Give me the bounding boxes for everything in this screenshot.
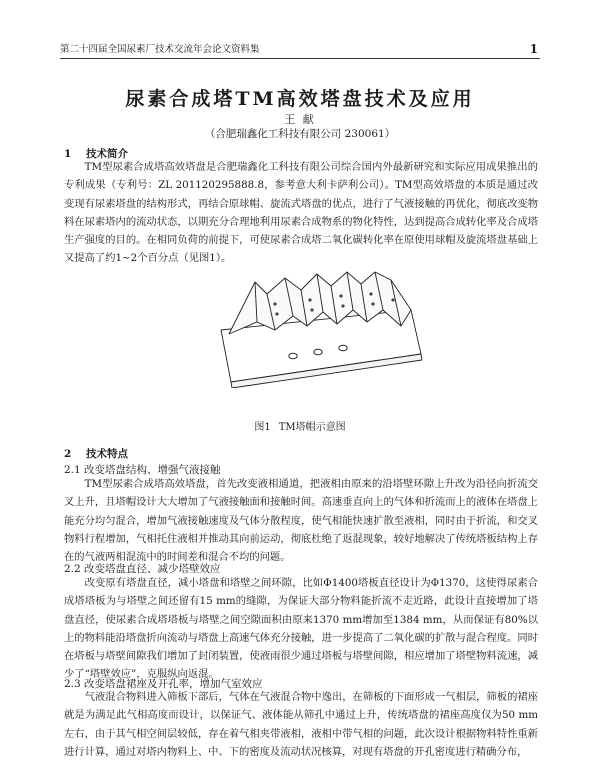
tower-cap-figure <box>215 270 435 388</box>
section-heading-1: 1 技术简介 <box>64 148 128 160</box>
journal-name: 第二十四届全国尿素厂技术交流年会论文资料集 <box>60 44 260 55</box>
subsection-heading-2-1: 2.1 改变塔盘结构、增强气液接触 <box>64 464 221 476</box>
intro-paragraph: TM型尿素合成塔高效塔盘是合肥瑞鑫化工科技有限公司综合国内外最新研究和实际应用成果推出的专利成果（专利号：ZL 201120295888.8，参考意大利卡萨利公司）。TM型高效塔盘的本质是通过改变现有尿素塔盘的结构形式，再结合原球帽、旋流式塔盘的优点，进行了气液接触的再优化，彻底改变物料在尿素塔内的流动状态，以期充分合理地利用尿素合成物系的物化特性，达到提高合成转化率及合成塔生产强度的目的。在相同负荷的前提下，可使尿素合成塔二氧化碳转化率在原使用球帽及旋流塔盘基础上又提高了约1~2个百分点（见图1）。 <box>64 161 538 265</box>
paragraph-2-3: 气液混合物料进入筛板下部后，气体在气液混合物中逸出，在筛板的下面形成一气相层，筛板的裙座就是为满足此气相高度而设计，以保证气、液体能从筛孔中通过上升，传统塔盘的裙座高度仅为50 mm左右，由于其气相空间层较低，存在着气相夹带液相，液相中带气相的问题，此次设计根据物料特性重新进行计算，通过对塔内物料上、中、下的密度及流动状况核算，对现有塔盘的开孔密度进行精确分布， <box>64 691 538 758</box>
paragraph-2-2: 改变原有塔盘直径，减小塔盘和塔壁之间环隙，比如Φ1400塔板直径设计为Φ1370，这使得尿素合成塔塔板为与塔壁之间还留有15 mm的缝隙，为保证大部分物料能折流不走近路，此设计直接增加了塔盘直径，使尿素合成塔塔板与塔壁之间空隙面积由原来1370 mm增加至1384 mm，从而保证有80%以上的物料能沿塔盘折向流动与塔盘上高速气体充分接触，进一步提高了二氧化碳的扩散与混合程度。同时在塔板与塔壁间隙我们增加了封闭装置，使液雨很少通过塔板与塔壁间隙，相应增加了塔壁物料流速，减少了“塔壁效应”，克服纵向返混。 <box>64 577 538 681</box>
author: 王 献 <box>284 113 316 126</box>
figure-caption: 图1 TM塔帽示意图 <box>254 422 346 433</box>
affiliation: （合肥瑞鑫化工科技有限公司 230061） <box>204 128 396 140</box>
running-header <box>60 40 540 59</box>
paper-title: 尿素合成塔TM高效塔盘技术及应用 <box>125 88 475 110</box>
subsection-heading-2-2: 2.2 改变塔盘直径、减少塔壁效应 <box>64 563 221 575</box>
subsection-heading-2-3: 2.3 改变塔盘裙座及开孔率，增加气室效应 <box>64 678 263 690</box>
paragraph-2-1: TM型尿素合成塔高效塔盘，首先改变液相通道，把液相由原来的沿塔壁环隙上升改为沿径向折流交叉上升，且塔帽设计大大增加了气液接触面和接触时间。高速垂直向上的气体和折流而上的液体在塔盘上能充分均匀混合，增加气液接触速度及气体分散程度，使气相能快速扩散至液相，同时由于折流，和交叉物料行程增加，气相托住液相并推动其向前运动，彻底杜绝了返混现象，较好地解决了传统塔板结构上存在的气液两相混流中的时间差和混合不均的问题。 <box>64 478 538 564</box>
section-heading-2: 2 技术特点 <box>64 448 128 460</box>
page-number: 1 <box>529 42 538 56</box>
